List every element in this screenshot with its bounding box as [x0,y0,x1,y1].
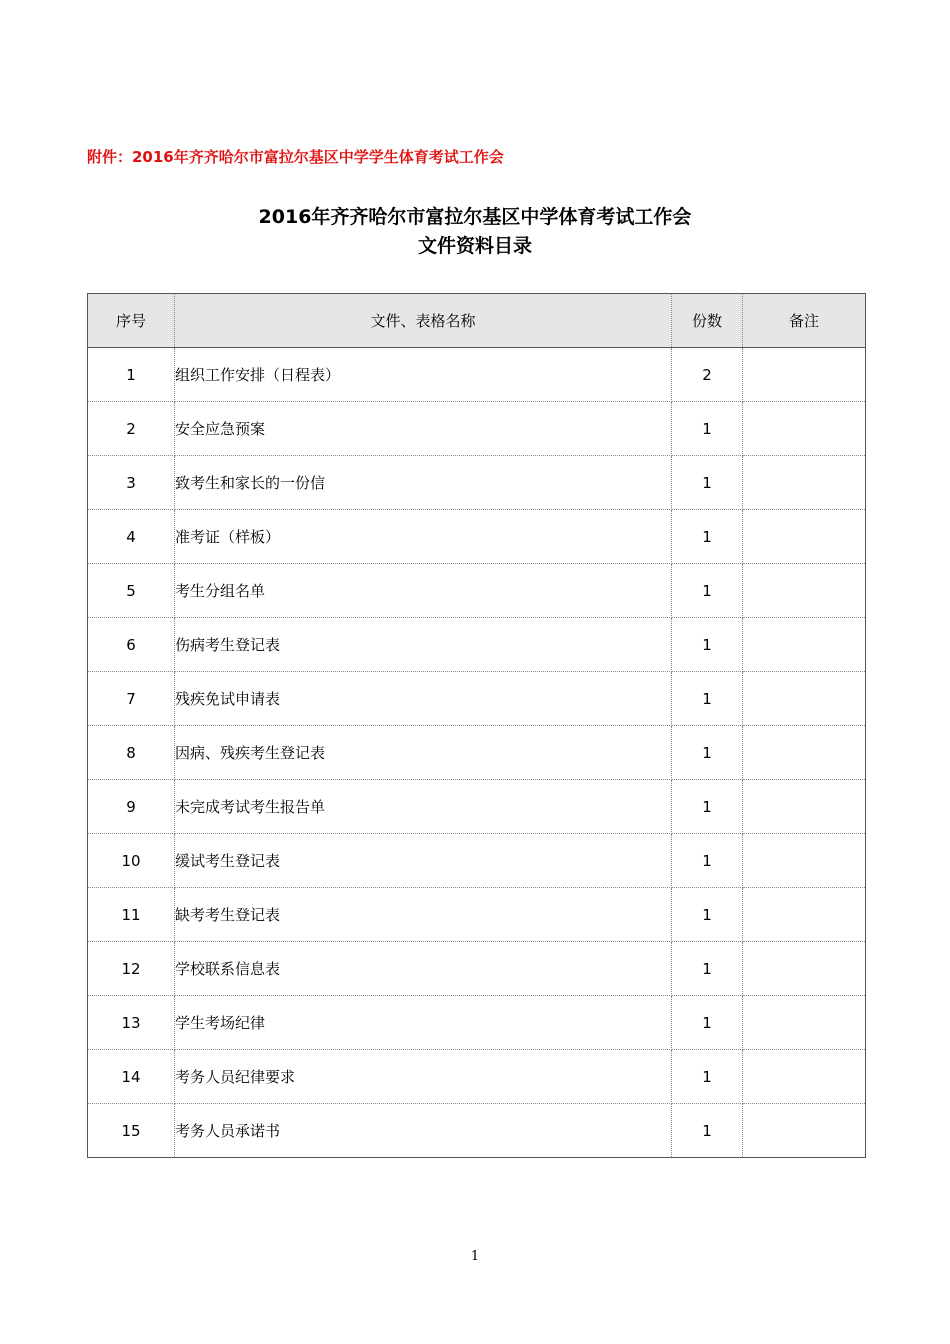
cell-seq: 10 [88,834,175,888]
cell-remark [743,402,866,456]
cell-seq: 2 [88,402,175,456]
cell-seq: 9 [88,780,175,834]
cell-remark [743,1050,866,1104]
header-remark: 备注 [743,294,866,348]
cell-name: 未完成考试考生报告单 [175,780,672,834]
header-name: 文件、表格名称 [175,294,672,348]
cell-remark [743,888,866,942]
cell-remark [743,1104,866,1158]
cell-count: 2 [672,348,743,402]
cell-seq: 6 [88,618,175,672]
cell-remark [743,672,866,726]
cell-count: 1 [672,402,743,456]
cell-remark [743,348,866,402]
cell-seq: 11 [88,888,175,942]
cell-seq: 3 [88,456,175,510]
cell-count: 1 [672,726,743,780]
cell-seq: 14 [88,1050,175,1104]
cell-name: 残疾免试申请表 [175,672,672,726]
cell-seq: 12 [88,942,175,996]
table-body [88,348,866,1158]
cell-count: 1 [672,564,743,618]
cell-name: 学生考场纪律 [175,996,672,1050]
cell-remark [743,618,866,672]
table-row [88,618,866,672]
cell-remark [743,564,866,618]
table-row [88,1104,866,1158]
cell-count: 1 [672,780,743,834]
cell-seq: 1 [88,348,175,402]
table-row [88,510,866,564]
cell-seq: 8 [88,726,175,780]
cell-remark [743,834,866,888]
table-row [88,780,866,834]
cell-name: 准考证（样板） [175,510,672,564]
cell-remark [743,780,866,834]
table-row [88,402,866,456]
cell-name: 缓试考生登记表 [175,834,672,888]
document-subtitle: 文件资料目录 [417,235,532,257]
cell-count: 1 [672,996,743,1050]
attachment-line: 附件：2016年齐齐哈尔市富拉尔基区中学学生体育考试工作会 [87,148,504,166]
cell-remark [743,510,866,564]
cell-name: 伤病考生登记表 [175,618,672,672]
cell-count: 1 [672,510,743,564]
cell-count: 1 [672,888,743,942]
table-row [88,456,866,510]
cell-seq: 13 [88,996,175,1050]
cell-count: 1 [672,834,743,888]
table-row [88,564,866,618]
cell-name: 缺考考生登记表 [175,888,672,942]
cell-name: 因病、残疾考生登记表 [175,726,672,780]
header-seq: 序号 [88,294,175,348]
cell-name: 考务人员承诺书 [175,1104,672,1158]
cell-count: 1 [672,618,743,672]
table-row [88,726,866,780]
cell-remark [743,726,866,780]
cell-name: 组织工作安排（日程表） [175,348,672,402]
cell-count: 1 [672,942,743,996]
header-count: 份数 [672,294,743,348]
cell-name: 安全应急预案 [175,402,672,456]
cell-seq: 7 [88,672,175,726]
document-title: 2016年齐齐哈尔市富拉尔基区中学体育考试工作会 [258,206,692,228]
cell-remark [743,996,866,1050]
cell-name: 致考生和家长的一份信 [175,456,672,510]
table-row [88,996,866,1050]
table-row [88,1050,866,1104]
table-row [88,942,866,996]
cell-name: 考务人员纪律要求 [175,1050,672,1104]
cell-count: 1 [672,1104,743,1158]
table-row [88,672,866,726]
table-header-row [88,294,866,348]
cell-seq: 4 [88,510,175,564]
page-number: 1 [470,1249,480,1264]
table-row [88,888,866,942]
cell-count: 1 [672,1050,743,1104]
cell-remark [743,456,866,510]
table-row [88,834,866,888]
cell-count: 1 [672,456,743,510]
cell-seq: 5 [88,564,175,618]
cell-name: 考生分组名单 [175,564,672,618]
cell-seq: 15 [88,1104,175,1158]
table-row [88,348,866,402]
file-catalog-table [87,293,866,1158]
cell-remark [743,942,866,996]
cell-count: 1 [672,672,743,726]
cell-name: 学校联系信息表 [175,942,672,996]
